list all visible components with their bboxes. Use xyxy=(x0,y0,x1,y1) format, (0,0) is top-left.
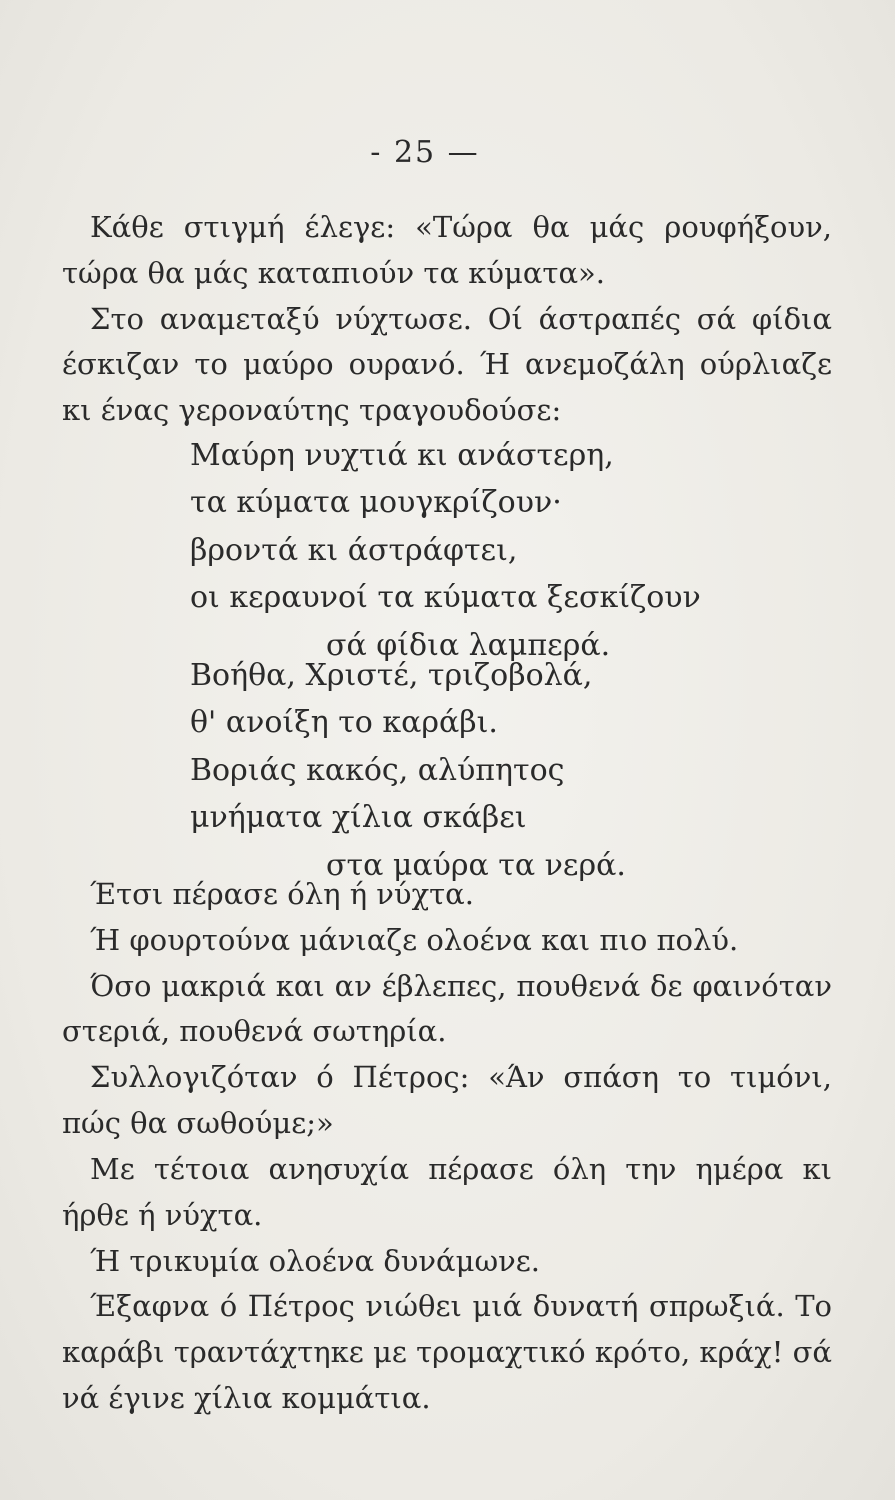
page-number: - 25 — xyxy=(370,135,480,170)
paragraph: Με τέτοια ανησυχία πέρασε όλη την ημέρα κι ήρθε ή νύχτα. xyxy=(62,1151,832,1232)
poem-line: στα μαύρα τα νερά. xyxy=(326,847,626,883)
poem-line: θ' ανοίξη το καράβι. xyxy=(190,705,498,741)
poem-line: βροντά κι άστράφτει, xyxy=(190,532,518,568)
poem-stanza-2 xyxy=(190,652,626,889)
poem-line: σά φίδια λαμπερά. xyxy=(326,627,611,663)
paragraph: Ή τρικυμία ολοένα δυνάμωνε. xyxy=(90,1243,541,1278)
poem-line: Βοριάς κακός, αλύπητος xyxy=(190,752,565,788)
prose-top xyxy=(62,205,832,434)
paragraph: Όσο μακριά και αν έβλεπες, πουθενά δε φαινόταν στεριά, πουθενά σωτηρία. xyxy=(62,968,832,1049)
paragraph: Κάθε στιγμή έλεγε: «Τώρα θα μάς ρουφήξουν, τώρα θα μάς καταπιούν τα κύματα». xyxy=(62,210,832,290)
paragraph: Έτσι πέρασε όλη ή νύχτα. xyxy=(90,877,474,911)
poem-line: μνήματα χίλια σκάβει xyxy=(190,800,527,836)
poem-line: Βοήθα, Χριστέ, τριζοβολά, xyxy=(190,658,593,693)
paragraph: Ή φουρτούνα μάνιαζε ολοένα και πιο πολύ. xyxy=(90,922,739,957)
prose-bottom xyxy=(62,872,832,1422)
paragraph: Έξαφνα ό Πέτρος νιώθει μιά δυνατή σπρωξιά. Το καράβι τραντάχτηκε με τρομαχτικό κρότο, κράχ! σά νά έγινε χίλια κομμάτια. xyxy=(62,1289,833,1415)
poem-line: τα κύματα μουγκρίζουν· xyxy=(190,485,562,521)
poem-line: Μαύρη νυχτιά κι ανάστερη, xyxy=(190,438,614,473)
poem-stanza-1 xyxy=(190,432,701,669)
paragraph: Στο αναμεταξύ νύχτωσε. Οί άστραπές σά φίδια έσκιζαν το μαύρο ουρανό. Ή ανεμοζάλη ούρλιαζε κι ένας γεροναύτης τραγουδούσε: xyxy=(62,301,832,428)
poem-line: οι κεραυνοί τα κύματα ξεσκίζουν xyxy=(190,580,701,616)
paragraph: Συλλογιζόταν ό Πέτρος: «Άν σπάση το τιμόνι, πώς θα σωθούμε;» xyxy=(62,1060,832,1141)
